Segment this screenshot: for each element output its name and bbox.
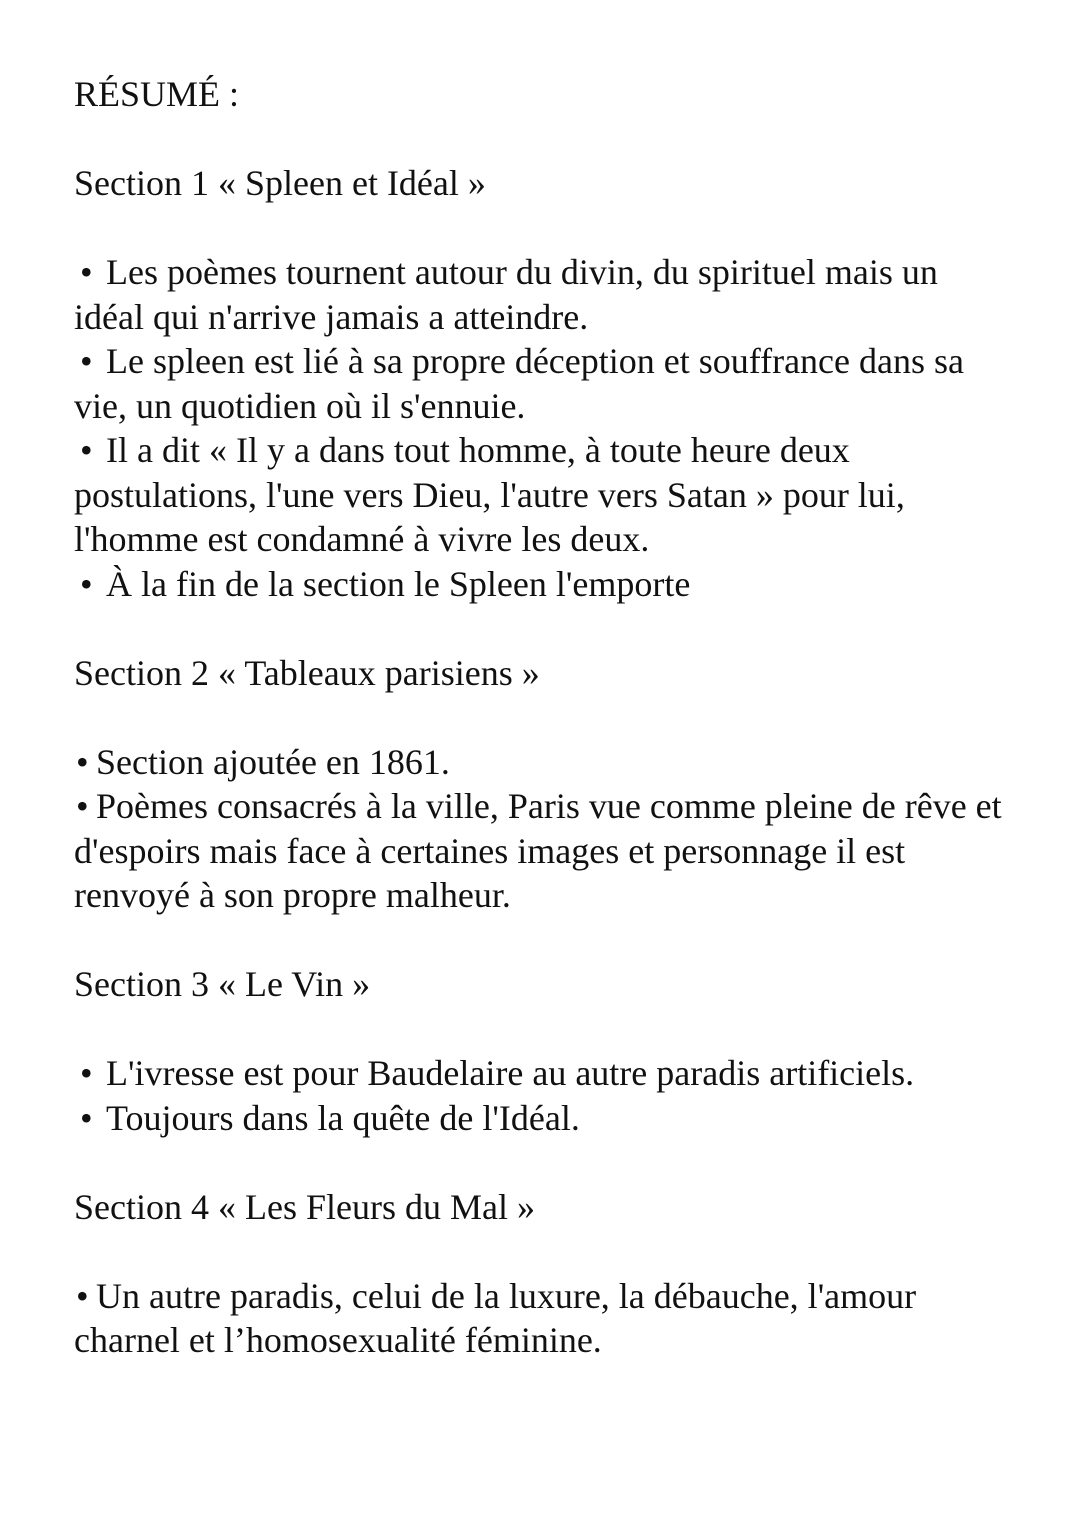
section-2-heading: Section 2 « Tableaux parisiens » (74, 652, 540, 693)
section-4-list (74, 1274, 1014, 1363)
section-1-heading: Section 1 « Spleen et Idéal » (74, 163, 486, 203)
list-item-text: Section ajoutée en 1861. (96, 741, 450, 782)
list-item-text: Les poèmes tournent autour du divin, du spirituel mais un idéal qui n'arrive jamais a atteindre. (74, 252, 938, 337)
list-item (74, 740, 1014, 785)
list-item-text: Un autre paradis, celui de la luxure, la débauche, l'amour charnel et l’homosexualité féminine. (74, 1275, 917, 1360)
list-item (74, 784, 1014, 918)
bullet-icon: • (80, 563, 93, 604)
bullet-icon: • (80, 1097, 93, 1138)
bullet-icon: • (80, 430, 93, 470)
page-title: RÉSUMÉ : (74, 74, 240, 114)
list-item-text: Il a dit « Il y a dans tout homme, à toute heure deux postulations, l'une vers Dieu, l'autre vers Satan » pour lui, l'homme est condamné à vivre les deux. (74, 430, 905, 559)
section-1-list (74, 250, 1014, 606)
section-3-list (74, 1051, 1014, 1140)
document-page (74, 72, 1014, 1407)
list-item (74, 562, 1014, 607)
section-2-list (74, 740, 1014, 918)
list-item (74, 1096, 1014, 1141)
list-item-text: À la fin de la section le Spleen l'emporte (106, 563, 691, 604)
list-item (74, 1051, 1014, 1096)
section-3-heading: Section 3 « Le Vin » (74, 964, 371, 1004)
bullet-icon: • (76, 786, 89, 826)
bullet-icon: • (76, 1275, 89, 1316)
list-item-text: Le spleen est lié à sa propre déception et souffrance dans sa vie, un quotidien où il s'ennuie. (74, 341, 964, 426)
bullet-icon: • (76, 741, 89, 782)
section-4-heading: Section 4 « Les Fleurs du Mal » (74, 1186, 535, 1227)
bullet-icon: • (80, 252, 93, 292)
list-item (74, 428, 1014, 562)
list-item (74, 339, 1014, 428)
list-item (74, 1274, 1014, 1363)
list-item-text: Poèmes consacrés à la ville, Paris vue comme pleine de rêve et d'espoirs mais face à certaines images et personnage il est renvoyé à son propre malheur. (74, 786, 1002, 915)
list-item (74, 250, 1014, 339)
list-item-text: Toujours dans la quête de l'Idéal. (106, 1097, 580, 1138)
bullet-icon: • (80, 1053, 93, 1093)
list-item-text: L'ivresse est pour Baudelaire au autre paradis artificiels. (106, 1053, 915, 1093)
bullet-icon: • (80, 341, 93, 381)
